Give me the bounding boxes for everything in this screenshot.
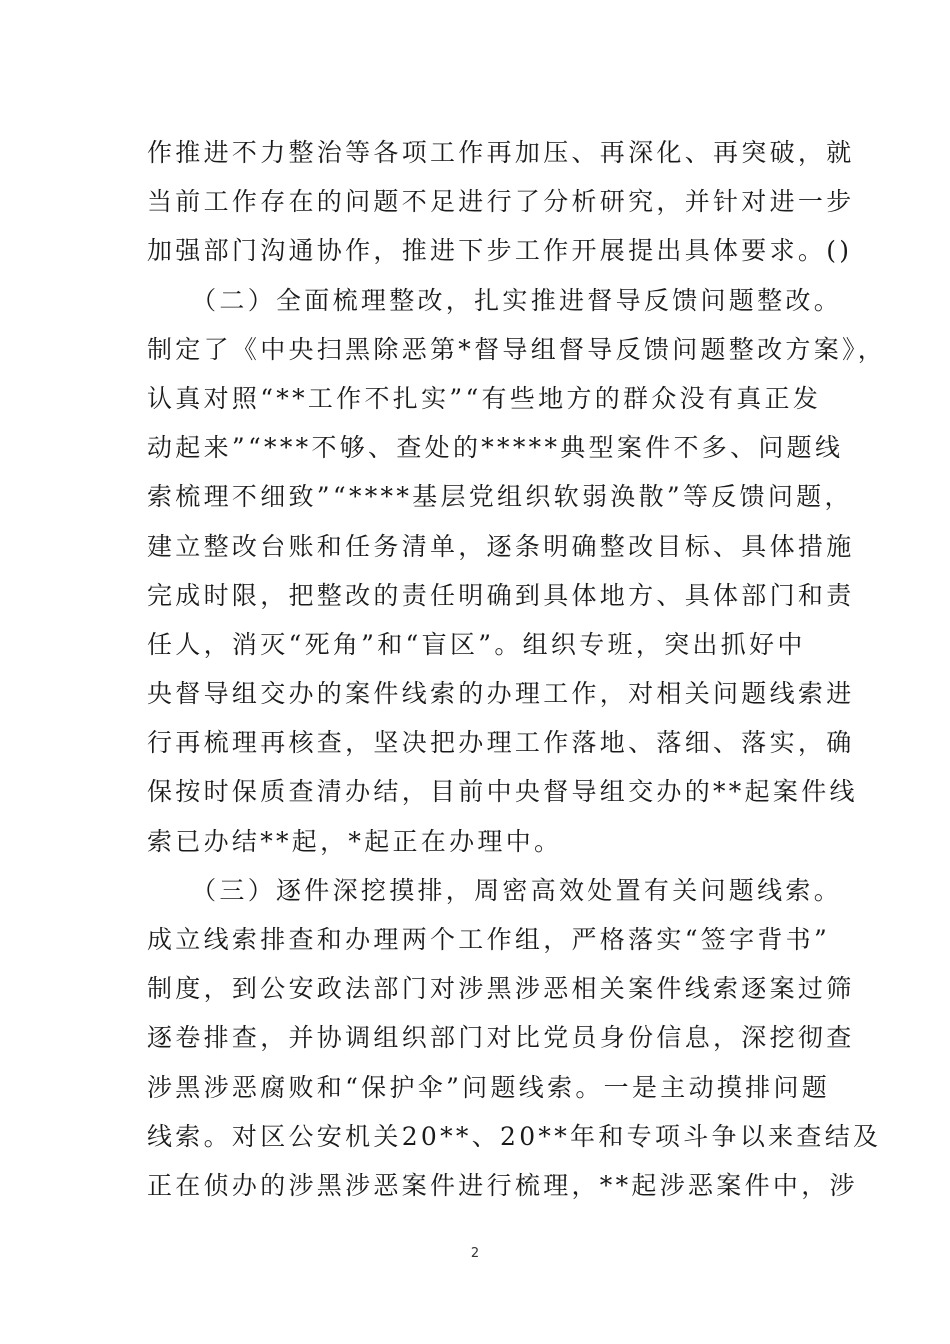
text-line: 逐卷排查，并协调组织部门对比党员身份信息，深挖彻查: [147, 1023, 855, 1053]
text-line: 作推进不力整治等各项工作再加压、再深化、再突破，就: [147, 138, 855, 167]
text-line: 正在侦办的涉黑涉恶案件进行梳理，**起涉恶案件中，涉: [147, 1170, 858, 1200]
text-line: 制定了《中央扫黑除恶第*督导组督导反馈问题整改方案》，: [147, 334, 887, 364]
text-line: 动起来”“***不够、查处的*****典型案件不多、问题线: [147, 433, 844, 463]
text-line: 加强部门沟通协作，推进下步工作开展提出具体要求。(): [147, 236, 853, 266]
text-line: 完成时限，把整改的责任明确到具体地方、具体部门和责: [147, 580, 855, 610]
text-line: 索梳理不细致”“****基层党组织软弱涣散”等反馈问题，: [147, 482, 853, 512]
text-line: 保按时保质查清办结，目前中央督导组交办的**起案件线: [147, 777, 858, 807]
text-line: 建立整改台账和任务清单，逐条明确整改目标、具体措施: [147, 531, 855, 561]
text-line: 线索。对区公安机关20**、20**年和专项斗争以来查结及: [147, 1121, 882, 1151]
text-line: 行再梳理再核查，坚决把办理工作落地、落细、落实，确: [147, 728, 855, 758]
text-line: 索已办结**起，*起正在办理中。: [147, 826, 563, 856]
body-text: [147, 128, 887, 1210]
text-line: 涉黑涉恶腐败和“保护伞”问题线索。一是主动摸排问题: [147, 1072, 831, 1102]
text-line: （二）全面梳理整改，扎实推进督导反馈问题整改。: [147, 285, 843, 315]
text-line: 央督导组交办的案件线索的办理工作，对相关问题线索进: [147, 679, 855, 709]
text-line: 当前工作存在的问题不足进行了分析研究，并针对进一步: [147, 187, 855, 217]
text-line: 成立线索排查和办理两个工作组，严格落实“签字背书”: [147, 925, 831, 954]
text-line: 任人，消灭“死角”和“盲区”。组织专班，突出抓好中: [147, 629, 806, 659]
text-line: （三）逐件深挖摸排，周密高效处置有关问题线索。: [147, 875, 843, 905]
text-line: 认真对照“**工作不扎实”“有些地方的群众没有真正发: [147, 383, 822, 413]
page-number: 2: [470, 1246, 480, 1261]
text-line: 制度，到公安政法部门对涉黑涉恶相关案件线索逐案过筛: [147, 974, 855, 1004]
